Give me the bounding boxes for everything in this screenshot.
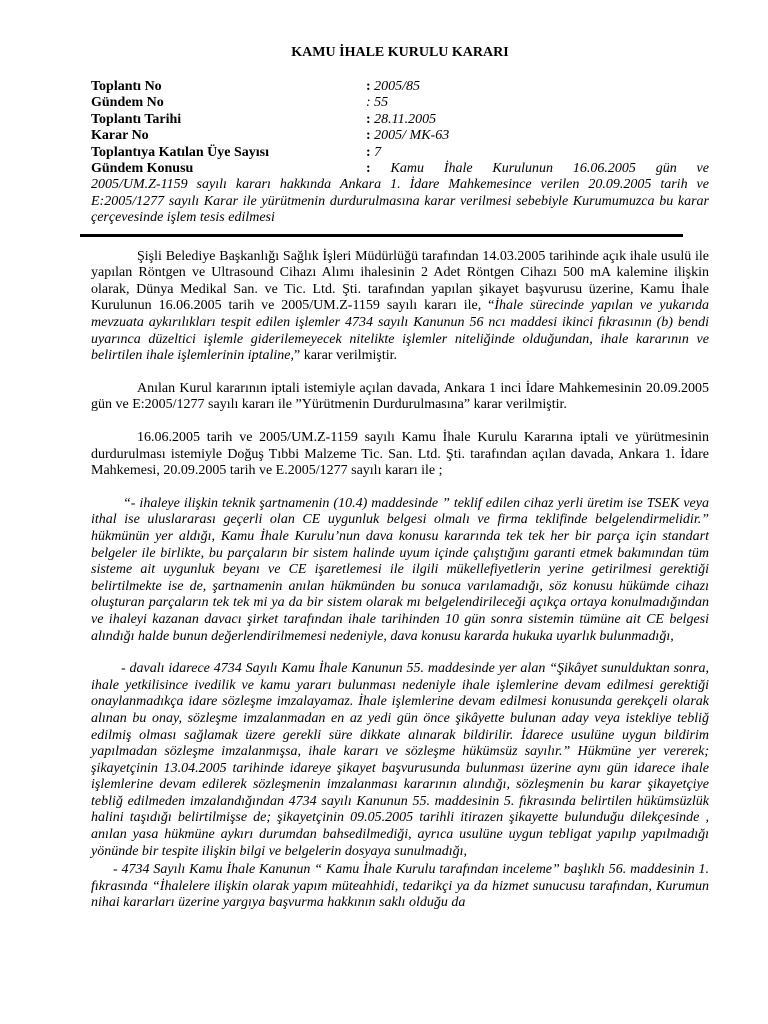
paragraph-1-end: ,” karar verilmiştir. xyxy=(290,348,398,364)
meta-row: Toplantıya Katılan Üye Sayısı : 7 xyxy=(91,144,382,160)
subject-row: Gündem Konusu : Kamu İhale Kurulunun 16.06.2005 gün ve xyxy=(91,161,709,177)
meta-row: Toplantı Tarihi : 28.11.2005 xyxy=(91,111,437,127)
meta-value: 2005/85 xyxy=(374,79,421,94)
paragraph-4: “- ihaleye ilişkin teknik şartnamenin (10.4) maddesinde ” teklif edilen cihaz yerli üretim ise TSEK veya ithal ise uluslararası geçerli olan CE uygunluk belgesi olmalı ve firma teklifinde belgelendirmelidir.” hükmünün yer aldığı, Kamu İhale Kurulu’nun dava konusu kararında tek tek her bir parça için standart belgeler ile birlikte, bu parçaların bir sistem halinde uyum içinde çalıştığını garanti etmek bakımından tüm sisteme ait uygunluk beyanı ve CE işaretlemesi ile ilgili mükellefiyetlerin yerine getirilmesi gerektiği belirtilmekte ise de, şartnamenin anılan hükmünden bu sonuca varılamadığı, söz konusu hükümde cihazı oluşturan parçaların tek tek mi ya da bir sistem olarak mı belgelendirileceği açıkça ortaya konulmadığından ve ihaleyi kazanan davacı şirket tarafından ihale tarihinden 10 gün sonra sistemin tümüne ait CE belgesi alındığı halde bunun değerlendirilmemesi nedeniyle, dava konusu kararda hukuka uyarlık bulunmadığı, xyxy=(91,495,709,644)
meta-label: Toplantı Tarihi xyxy=(91,111,182,127)
meta-value: 28.11.2005 xyxy=(374,111,437,127)
paragraph-2: Anılan Kurul kararının iptali istemiyle açılan davada, Ankara 1 inci İdare Mahkemesinin 20.09.2005 gün ve E:2005/1277 sayılı kararı ile ”Yürütmenin Durdurulmasına” karar verilmiştir. xyxy=(91,380,709,413)
meta-row: Karar No : 2005/ MK-63 xyxy=(91,128,450,144)
meta-value: 55 xyxy=(374,95,389,111)
meeting-info xyxy=(91,79,709,227)
meta-row: Toplantı No : 2005/85 xyxy=(91,79,421,94)
meta-label: Toplantıya Katılan Üye Sayısı xyxy=(91,144,270,160)
document-title: KAMU İHALE KURULU KARARI xyxy=(291,45,509,60)
meta-value: 2005/ MK-63 xyxy=(374,128,450,144)
meta-label: Gündem No xyxy=(91,95,164,111)
subject-text-first: Kamu İhale Kurulunun 16.06.2005 gün ve xyxy=(390,161,709,177)
paragraph-6: - 4734 Sayılı Kamu İhale Kanunun “ Kamu İhale Kurulu tarafından inceleme” başlıklı 56. maddesinin 1. fıkrasında “İhalelere ilişkin olarak yapım müteahhidi, tedarikçi ya da hizmet sunucusu tarafından, Kurumun nihai kararları üzerine yargıya başvurma hakkının saklı olduğu da xyxy=(91,862,709,911)
subject-text-rest: 2005/UM.Z-1159 sayılı kararı hakkında Ankara 1. İdare Mahkemesince verilen 20.09.2005 tarih ve E:2005/1277 sayılı Karar ile yürütmenin durdurulmasına karar verilmesi sebebiyle Kurumumuzca bu karar çerçevesinde işlem tesis edilmesi xyxy=(91,177,709,226)
paragraph-1-text: Şişli Belediye Başkanlığı Sağlık İşleri Müdürlüğü tarafından 14.03.2005 tarihinde açık ihale usulü ile yapılan Röntgen ve Ultrasound Cihazı Alımı ihalesinin 2 Adet Röntgen Cihazı 500 mA kalemine ilişkin olarak, Dünya Medikal San. ve Tic. Ltd. Şti. tarafından yapılan şikayet başvurusu üzerine, Kamu İhale Kurulunun 16.06.2005 tarih ve 2005/UM.Z-1159 sayılı kararı ile, “ xyxy=(91,248,709,314)
meta-value: 7 xyxy=(374,144,382,160)
subject-label: Gündem Konusu xyxy=(91,161,194,177)
meta-label: Toplantı No xyxy=(91,79,162,94)
paragraph-1 xyxy=(91,249,709,365)
paragraph-1-quote: İhale sürecinde yapılan ve yukarıda mevzuata aykırılıkları tespit edilen işlemler 4734 sayılı Kanunun 56 ncı maddesi ikinci fıkrasının (b) bendi uyarınca düzeltici işlemle giderilemeyecek nitelikte işlemler niteliğinde olduğundan, ihale kararının ve belirtilen ihale işlemlerinin iptaline xyxy=(91,298,709,364)
paragraph-3: 16.06.2005 tarih ve 2005/UM.Z-1159 sayılı Kamu İhale Kurulu Kararına iptali ve yürütmesinin durdurulması istemiyle Doğuş Tıbbi Malzeme Tic. San. Ltd. Şti. tarafından açılan davada, Ankara 1. İdare Mahkemesi, 20.09.2005 tarih ve E.2005/1277 sayılı kararı ile ; xyxy=(91,430,709,479)
document-page xyxy=(91,44,709,912)
paragraph-5: - davalı idarece 4734 Sayılı Kamu İhale Kanunun 55. maddesinde yer alan “Şikâyet sunulduktan sonra, ihale yetkilisince ivedilik ve kamu yararı bulunması nedeniyle ihale işlemlerine devam edilmesi gerektiği onaylanmadıkça idare sözleşme imzalayamaz. İhale işlemlerine devam edilmesi konusunda gerekçeli olarak alınan bu onay, sözleşme imzalanmadan en az yedi gün önce şikâyette bulunan aday veya istekliye tebliğ edilmiş olması sağlamak üzere gerekli süre dikkate alınarak bildirilir. İdarece usulüne uygun bildirim yapılmadan sözleşme imzalanmışsa, ihale kararı ve sözleşme hükümsüz sayılır.” Hükmüne yer vererek; şikayetçinin 13.04.2005 tarihinde idareye şikayet başvurusunda bulunması üzerine aynı gün idarece ihale işlemlerine devam edilerek sözleşmenin imzalanması kararının alındığı, sözleşmenin bu karar şikayetçiye tebliğ edilmeden imzalandığından 4734 sayılı Kanunun 55. maddesinin 5. fıkrasında belirtilen hükümsüzlük halini taşıdığı belirtilmişse de; şikayetçinin 09.05.2005 tarihli itirazen şikayette bulunduğu dilekçesinde , anılan yasa hükmüne aykırı durumdan bahsedilmediği, ayrıca usulüne uygun tebligat yapılıp yapılmadığı yönünde bir tespite ilişkin bilgi ve belgelerin dosyaya sunulmadığı, xyxy=(91,661,709,859)
meta-label: Karar No xyxy=(91,128,149,144)
meta-row: Gündem No : 55 xyxy=(91,95,389,111)
